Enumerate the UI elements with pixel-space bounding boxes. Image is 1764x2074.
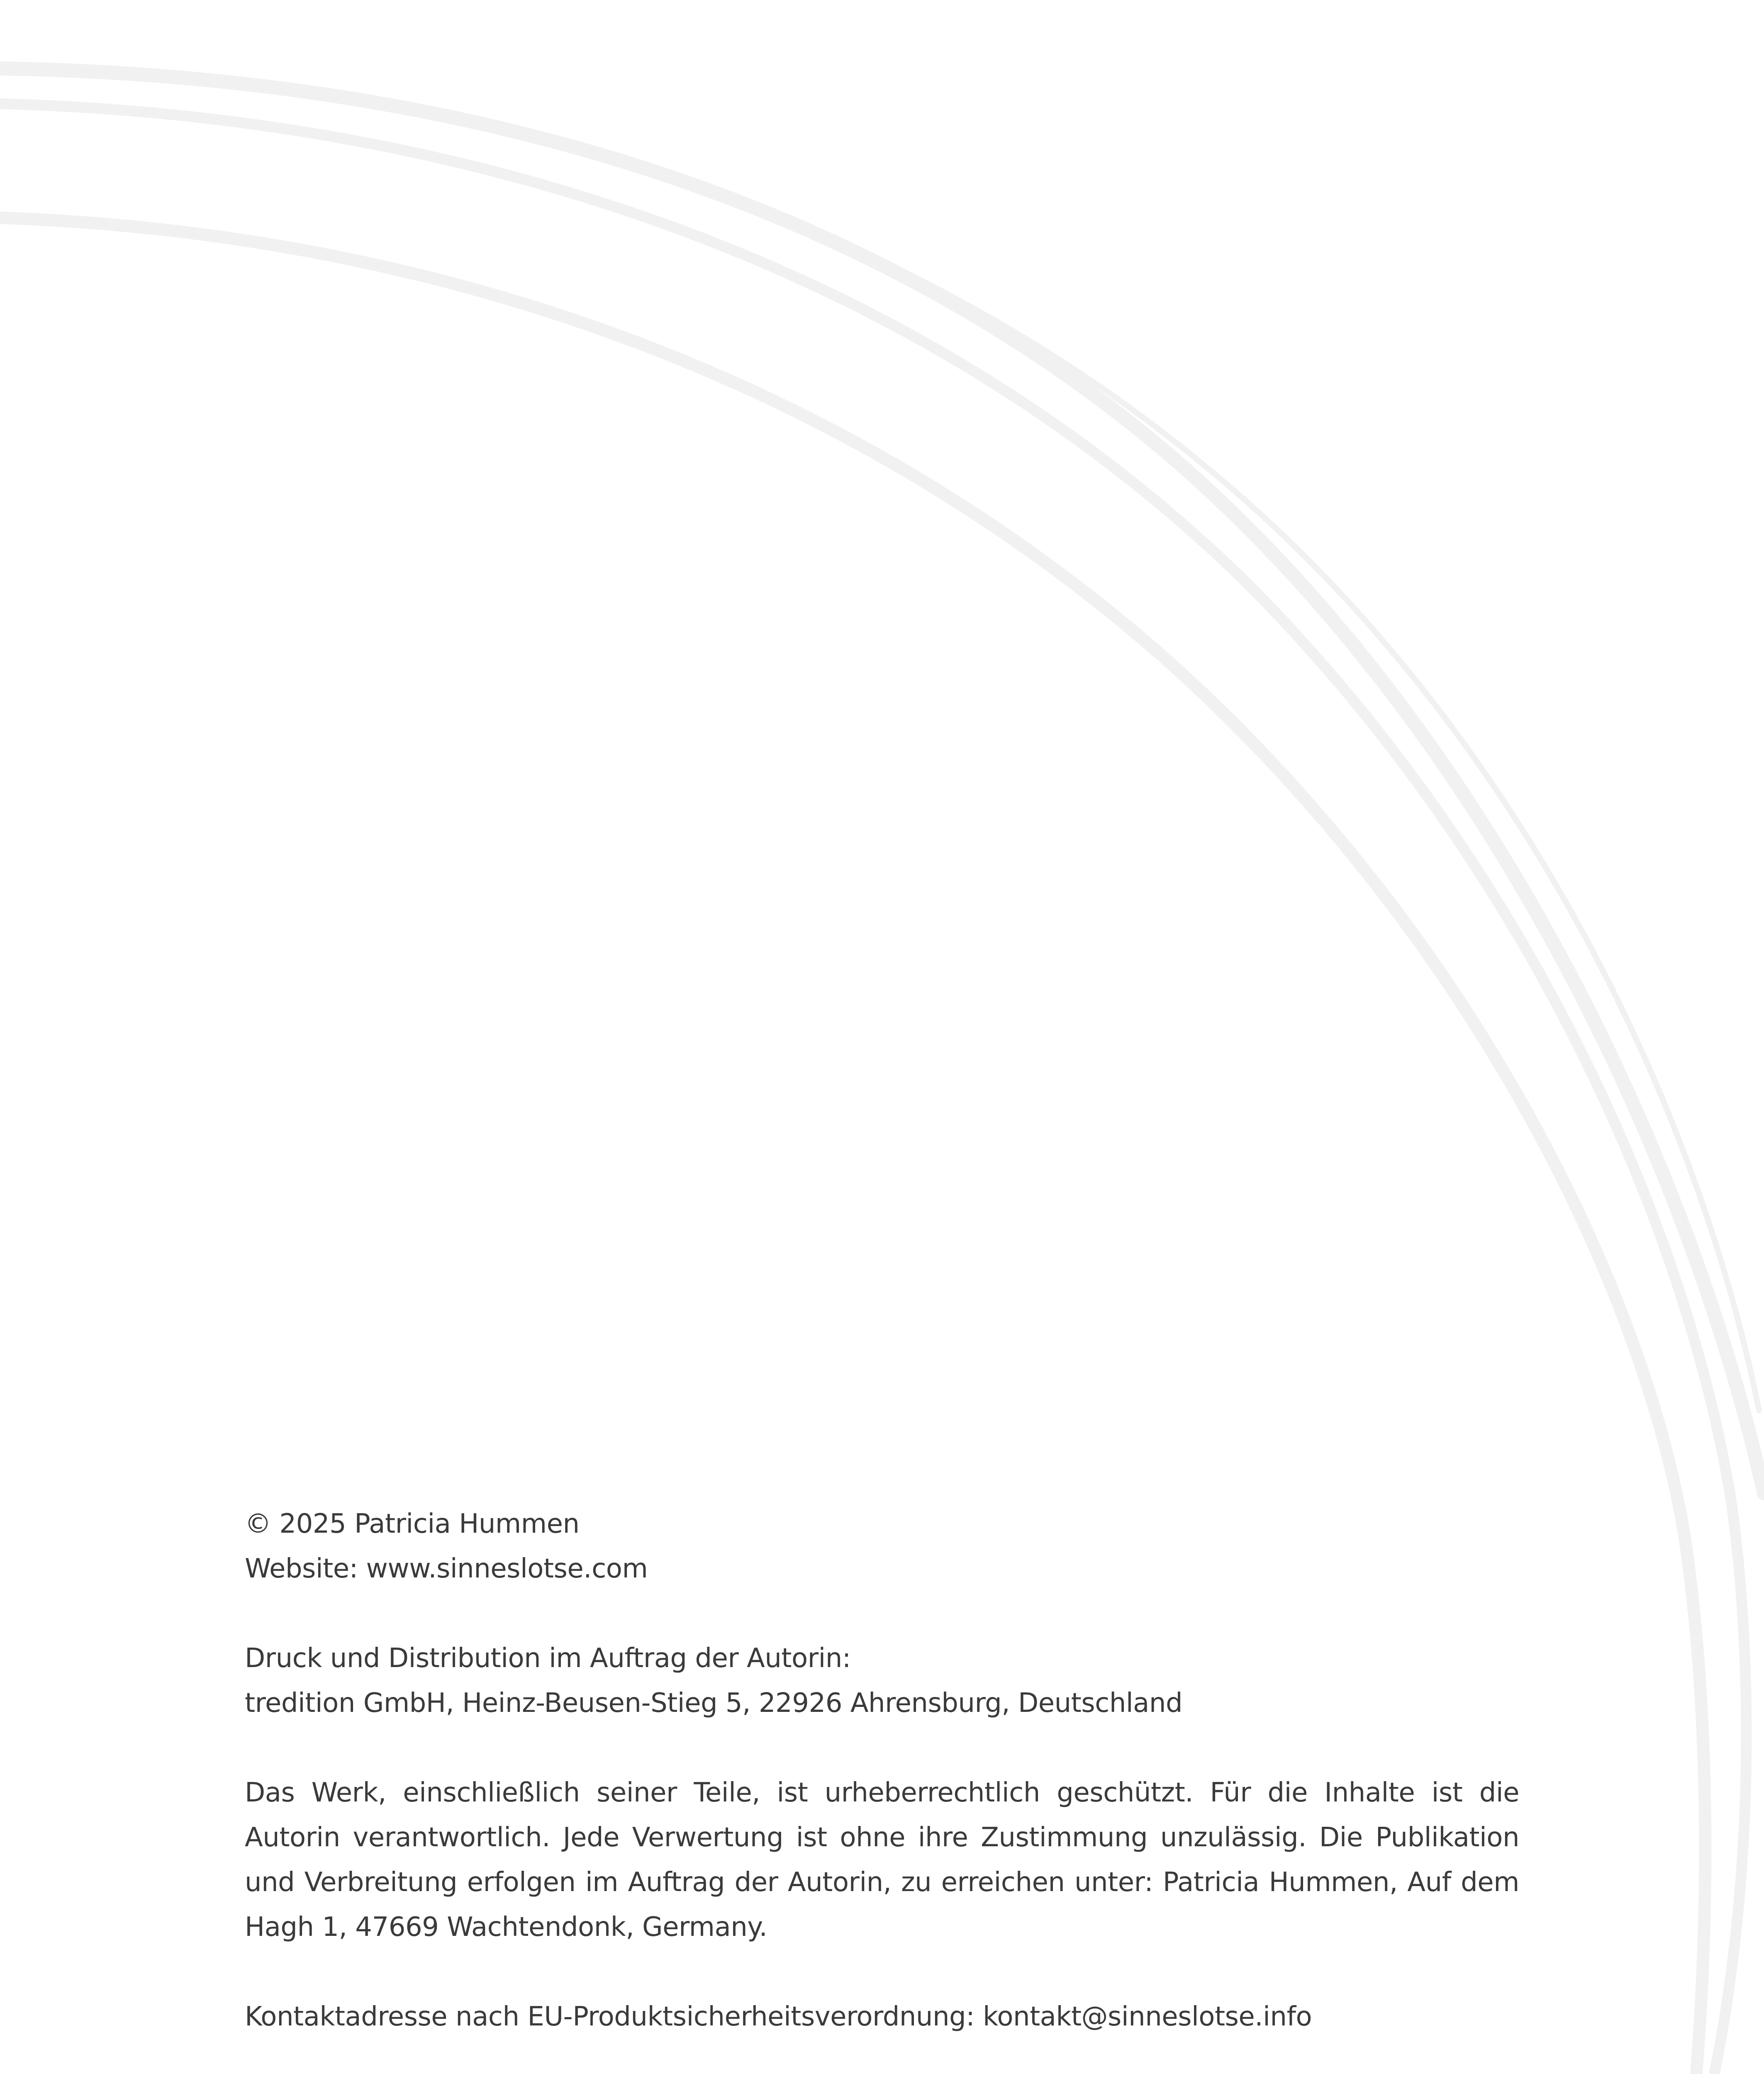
print-address: tredition GmbH, Heinz-Beusen-Stieg 5, 22926 Ahrensburg, Deutschland [245,1688,1183,1719]
swoosh-stroke-thin [83,75,1759,1410]
print-block [245,1636,1519,1726]
website-line: Website: www.sinneslotse.com [245,1553,648,1584]
copyright-line: © 2025 Patricia Hummen [245,1509,580,1539]
copyright-block [245,1502,1519,1591]
contact-line: Kontaktadresse nach EU-Produktsicherheitsverordnung: kontakt@sinneslotse.info [245,2001,1312,2032]
rights-paragraph: Das Werk, einschließlich seiner Teile, ist urheberrechtlich geschützt. Für die Inhalte ist die Autorin verantwortlich. Jede Verwertung ist ohne ihre Zustimmung unzulässig. Die Publikation und Verbreitung erfolgen im Auftrag der Autorin, zu erreichen unter: Patricia Hummen, Auf dem Hagh 1, 47669 Wachtendonk, Germany. [245,1777,1519,1943]
imprint-text [245,1502,1519,2074]
print-heading: Druck und Distribution im Auftrag der Autorin: [245,1643,851,1674]
swoosh-stroke-outer [0,68,1764,1493]
